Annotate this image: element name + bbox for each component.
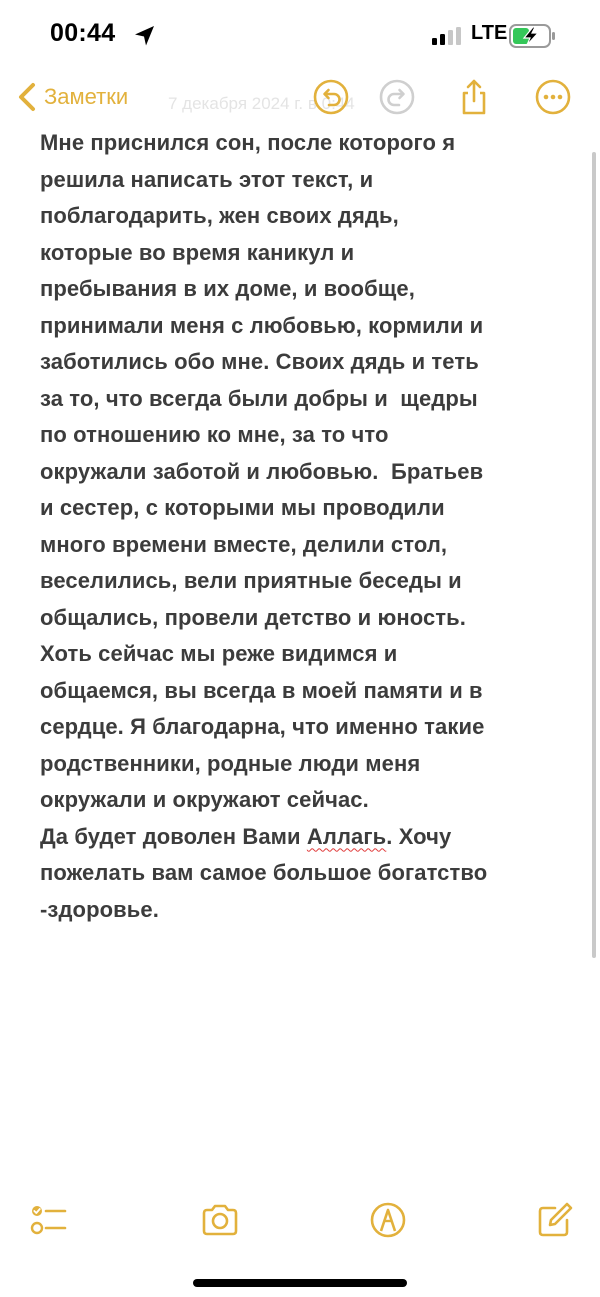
nav-bar: [0, 70, 600, 130]
redo-icon[interactable]: [378, 78, 416, 116]
more-icon[interactable]: [534, 78, 572, 116]
compose-icon[interactable]: [535, 1200, 575, 1240]
back-to-notes-button[interactable]: [16, 80, 128, 114]
back-label: Заметки: [44, 84, 129, 109]
home-indicator[interactable]: [193, 1279, 407, 1287]
network-type: LTE: [471, 22, 508, 44]
status-bar: [0, 0, 600, 70]
markup-pen-icon[interactable]: [368, 1200, 408, 1240]
undo-icon[interactable]: [312, 78, 350, 116]
chevron-left-icon: [16, 81, 38, 113]
note-date: 7 декабря 2024 г. в 0:44: [168, 94, 355, 113]
status-time: 00:44: [50, 19, 116, 47]
checklist-icon[interactable]: [28, 1200, 68, 1240]
battery-charging-icon: [509, 24, 557, 48]
misspelled-word[interactable]: Аллагь: [306, 823, 387, 849]
camera-icon[interactable]: [200, 1200, 240, 1240]
signal-icon: [432, 27, 464, 45]
note-text: Мне приснился сон, после которого я решила написать этот текст, и поблагодарить, жен своих дядь, которые во время каникул и пребывания в их доме, и вообще, принимали меня с любовью, кормили и заботились обо мне. Своих дядь и теть за то, что всегда были добры и щедры по отношению ко мне, за то что окружали заботой и любовью. Братьев и сестер, с которыми мы проводили много времени вместе, делили стол, веселились, вели приятные беседы и общались, провели детство и юность. Хоть сейчас мы реже видимся и общаемся, вы всегда в моей памяти и в сердце. Я благодарна, что именно такие родственники, родные люди меня окружали и окружают сейчас. Да будет доволен Вами: [40, 130, 485, 849]
note-text-area[interactable]: [40, 125, 570, 928]
note-text-end: . Хочу пожелать вам самое большое богатство -здоровье.: [40, 823, 488, 922]
share-icon[interactable]: [455, 78, 493, 116]
bottom-toolbar: [0, 1190, 600, 1250]
scrollbar[interactable]: [592, 152, 596, 958]
location-arrow-icon: [133, 24, 157, 48]
